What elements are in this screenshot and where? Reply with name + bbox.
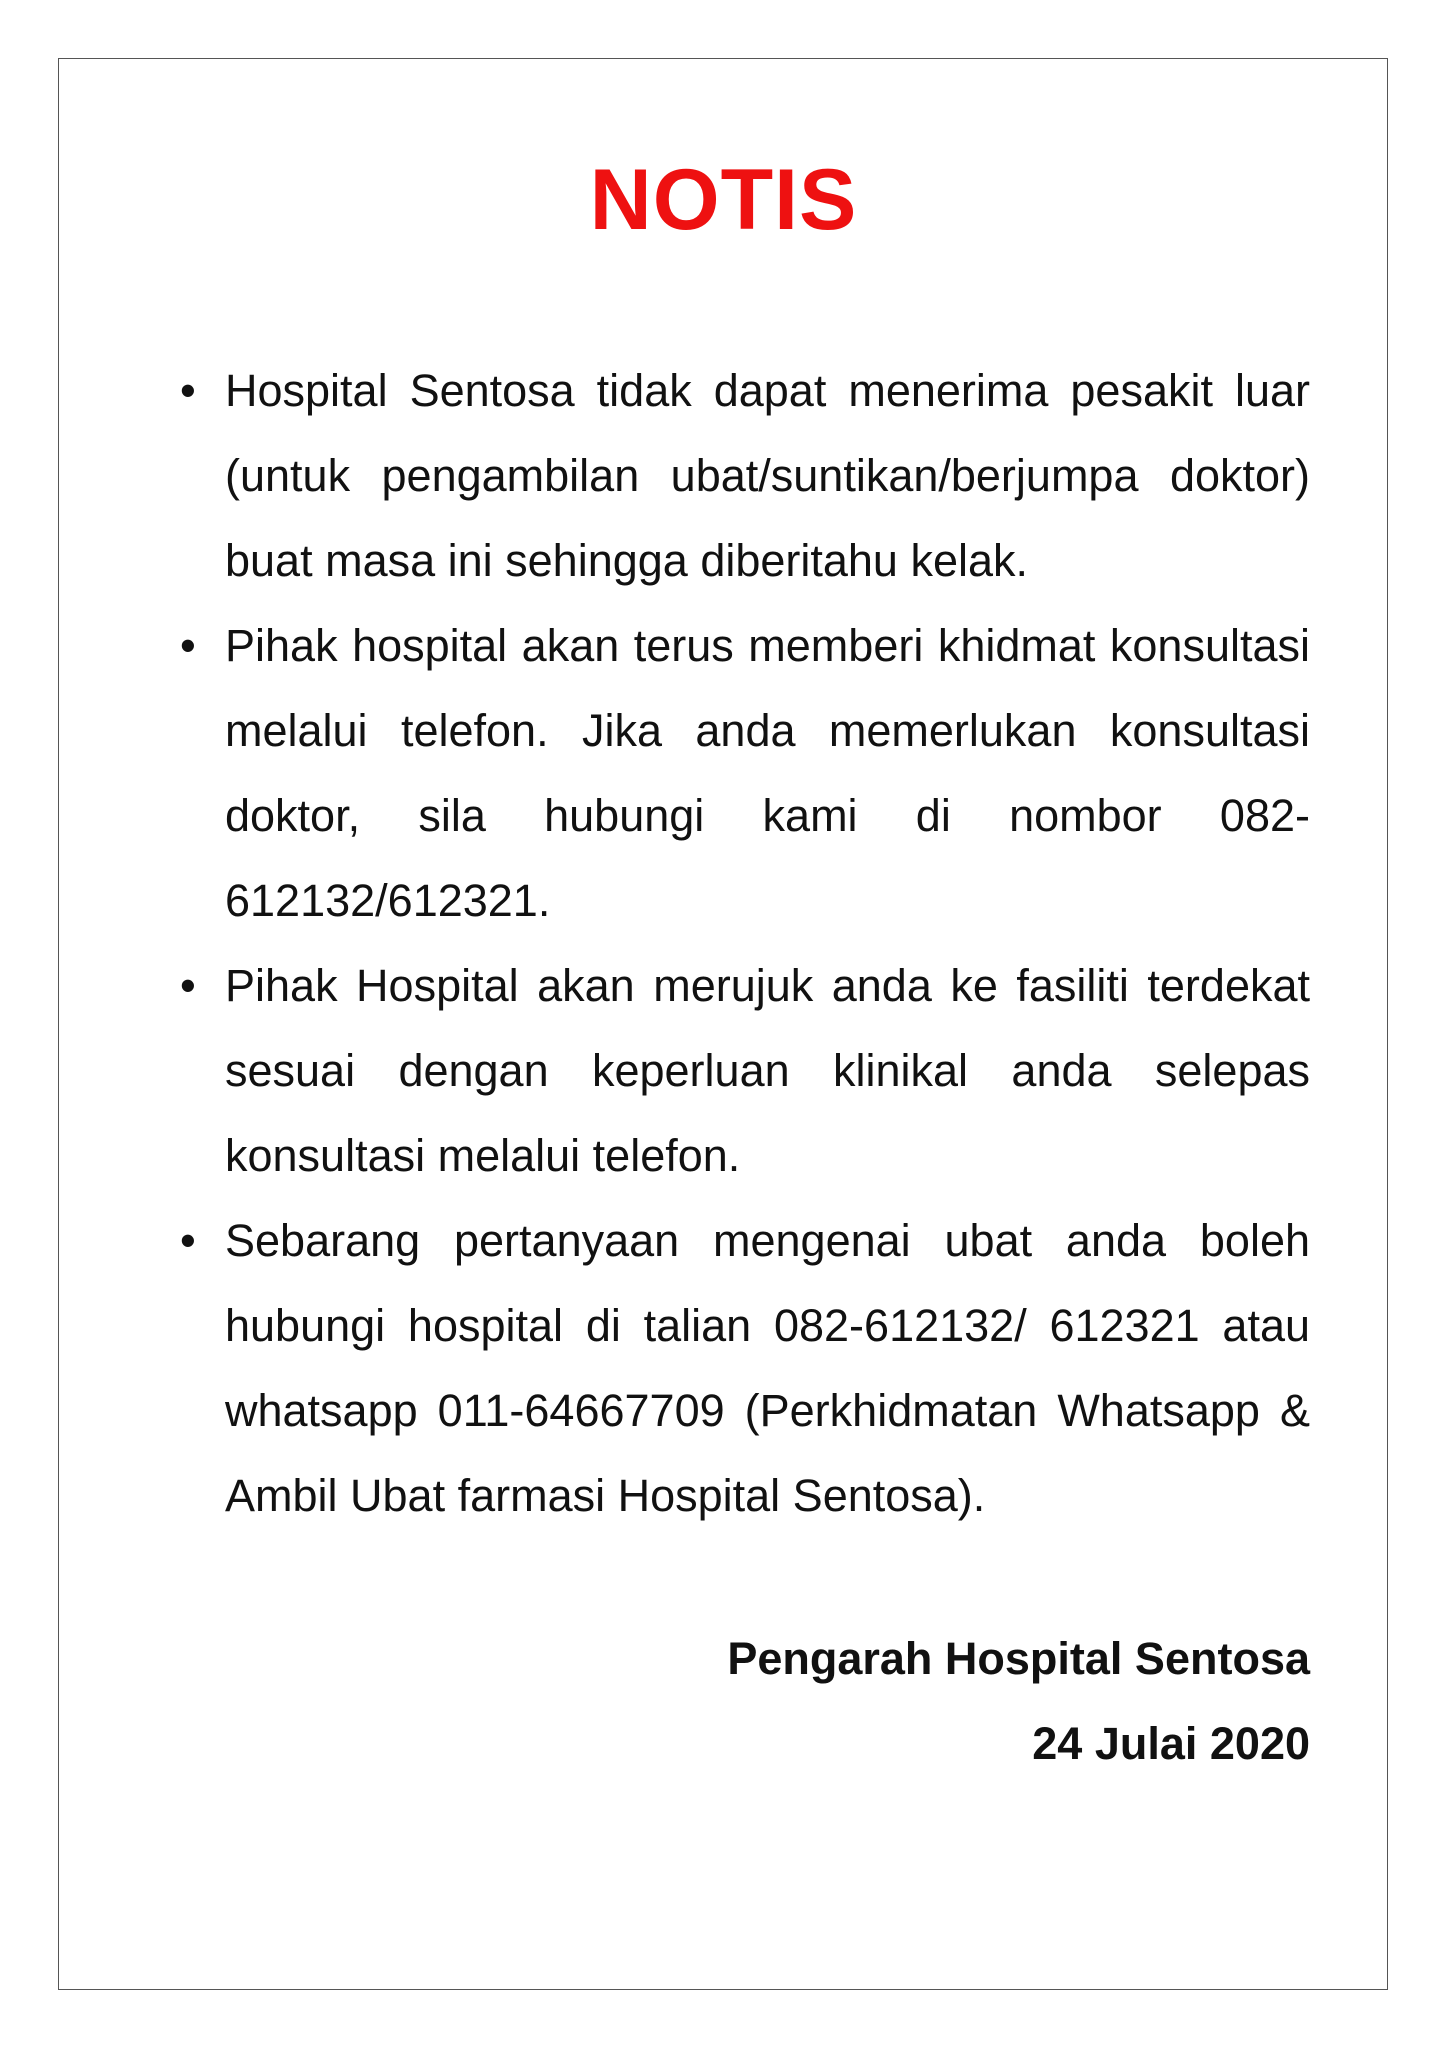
notice-item-text: Pihak hospital akan terus memberi khidmat konsultasi melalui telefon. Jika anda memerlukan konsultasi doktor, sila hubungi kami di nombor 082-612132/612321.: [225, 620, 1310, 926]
signature-issuer: Pengarah Hospital Sentosa: [727, 1633, 1310, 1684]
bullet-icon: •: [180, 365, 196, 416]
notice-item-4: [180, 1198, 1310, 1538]
bullet-icon: •: [180, 620, 196, 671]
notice-item-2: [180, 603, 1310, 943]
notice-list: [180, 348, 1310, 1538]
bullet-icon: •: [180, 1215, 196, 1266]
notice-title: NOTIS: [589, 152, 858, 248]
notice-item-3: [180, 943, 1310, 1198]
bullet-icon: •: [180, 960, 196, 1011]
notice-item-text: Sebarang pertanyaan mengenai ubat anda boleh hubungi hospital di talian 082-612132/ 612321 atau whatsapp 011-64667709 (Perkhidmatan Whatsapp & Ambil Ubat farmasi Hospital Sentosa).: [225, 1215, 1310, 1521]
signature-date: 24 Julai 2020: [1032, 1718, 1310, 1769]
notice-item-text: Pihak Hospital akan merujuk anda ke fasiliti terdekat sesuai dengan keperluan klinikal anda selepas konsultasi melalui telefon.: [225, 960, 1310, 1181]
notice-item-text: Hospital Sentosa tidak dapat menerima pesakit luar (untuk pengambilan ubat/suntikan/berjumpa doktor) buat masa ini sehingga diberitahu kelak.: [225, 365, 1310, 586]
signature-block: [727, 1616, 1310, 1786]
notice-item-1: [180, 348, 1310, 603]
